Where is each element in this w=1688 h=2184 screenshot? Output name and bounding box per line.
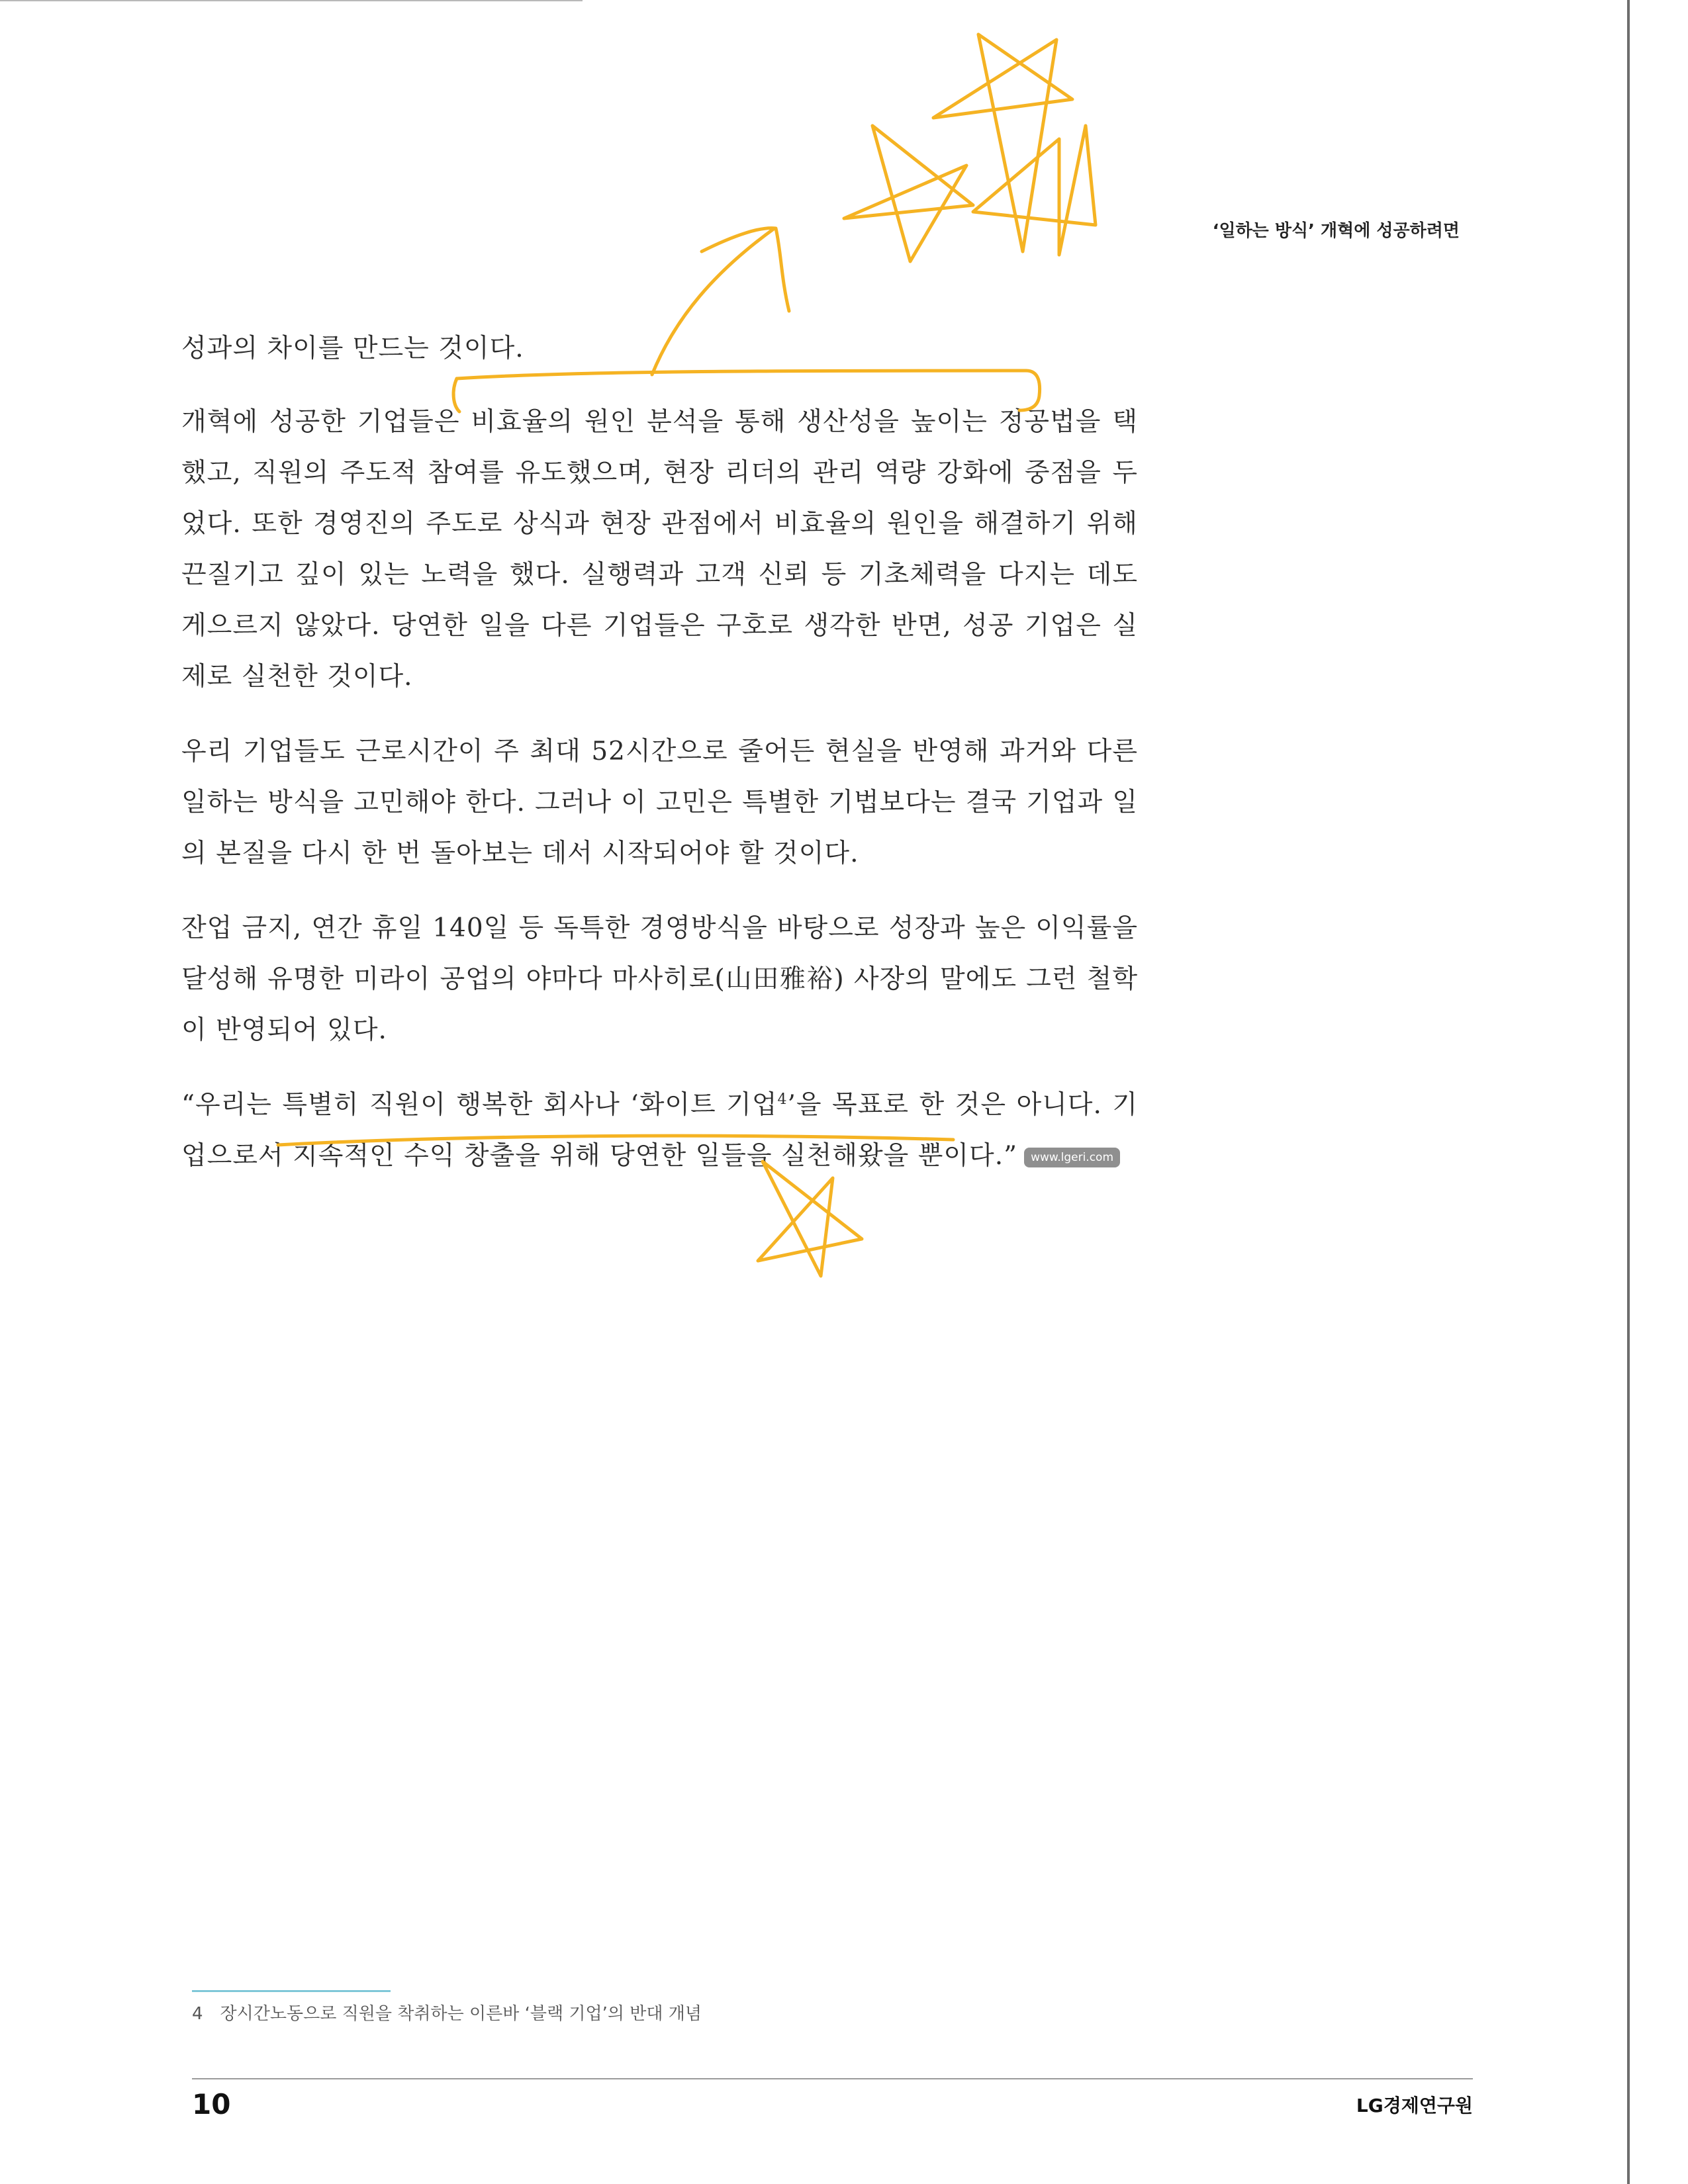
- publisher-logo: LG경제연구원: [1356, 2095, 1473, 2116]
- paragraph-2: [181, 396, 1147, 702]
- footer-rule: [192, 2078, 1473, 2079]
- scan-edge: [1627, 0, 1630, 2184]
- footnote-text: 장시간노동으로 직원을 착취하는 이른바 ‘블랙 기업’의 반대 개념: [220, 2004, 702, 2024]
- paragraph-1: [181, 323, 1138, 374]
- hand-drawn-star-right: [973, 126, 1096, 255]
- paragraph-2-text: 개혁에 성공한 기업들은 비효율의 원인 분석을 통해 생산성을 높이는 정공법을 택했고, 직원의 주도적 참여를 유도했으며, 현장 리더의 관리 역량 강화에 중점을 두었다. 또한 경영진의 주도로 상식과 현장 관점에서 비효율의 원인을 해결하기 위해 끈질기고 깊이 있는 노력을 했다. 실행력과 고객 신뢰 등 기초체력을 다지는 데도 게으르지 않았다. 당연한 일을 다른 기업들은 구호로 생각한 반면, 성공 기업은 실제로 실천한 것이다.: [181, 407, 1147, 692]
- quote-text-end: ’을 목표로 한 것은 아니다. 기업으로서 지속적인 수익 창출을 위해 당연한 일들을 실천해왔을 뿐이다.”: [181, 1090, 1138, 1171]
- quote-text-start: “우리는 특별히 직원이 행복한 회사나 ‘화이트 기업: [181, 1090, 778, 1120]
- footnote-rule: [192, 1990, 391, 1992]
- highlight-arrow-hook: [702, 228, 789, 311]
- running-header: ‘일하는 방식’ 개혁에 성공하려면: [1212, 221, 1460, 241]
- paragraph-4: [181, 903, 1147, 1056]
- body-text: [181, 323, 1147, 1205]
- paragraph-1-text: 성과의 차이를 만드는 것이다.: [181, 334, 524, 363]
- paragraph-3-text: 우리 기업들도 근로시간이 주 최대 52시간으로 줄어든 현실을 반영해 과거와 다른 일하는 방식을 고민해야 한다. 그러나 이 고민은 특별한 기법보다는 결국 기업과 일의 본질을 다시 한 번 돌아보는 데서 시작되어야 할 것이다.: [181, 737, 1147, 868]
- paragraph-4-text: 잔업 금지, 연간 휴일 140일 등 독특한 경영방식을 바탕으로 성장과 높은 이익률을 달성해 유명한 미라이 공업의 야마다 마사히로(山田雅裕) 사장의 말에도 그런 철학이 반영되어 있다.: [181, 913, 1147, 1045]
- page-number: 10: [192, 2088, 231, 2120]
- hand-drawn-star-large: [933, 34, 1072, 251]
- paragraph-3: [181, 726, 1147, 879]
- site-badge[interactable]: www.lgeri.com: [1024, 1148, 1120, 1167]
- footnote-reference[interactable]: 4: [777, 1091, 788, 1108]
- footnote-number: 4: [192, 2004, 203, 2024]
- hand-drawn-star-left: [844, 126, 973, 261]
- top-rule: [0, 0, 583, 1]
- footnote: [192, 2000, 702, 2025]
- quote-paragraph: [181, 1079, 1138, 1181]
